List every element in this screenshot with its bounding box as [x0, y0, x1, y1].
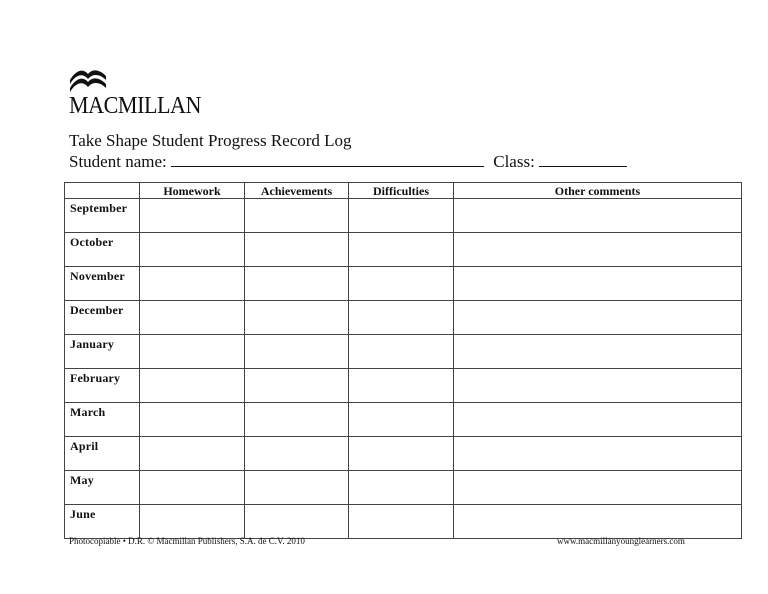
- homework-cell[interactable]: [140, 335, 245, 369]
- table-row: [65, 199, 742, 233]
- homework-cell[interactable]: [140, 471, 245, 505]
- copyright-footer: Photocopiable • D.R. © Macmillan Publishers, S.A. de C.V. 2010: [69, 536, 305, 546]
- homework-cell[interactable]: [140, 267, 245, 301]
- table-row: [65, 233, 742, 267]
- other-comments-cell[interactable]: [454, 335, 742, 369]
- difficulties-cell[interactable]: [349, 403, 454, 437]
- table-row: [65, 335, 742, 369]
- table-row: [65, 437, 742, 471]
- table-row: [65, 369, 742, 403]
- difficulties-column-header: Difficulties: [349, 183, 454, 199]
- homework-cell[interactable]: [140, 301, 245, 335]
- student-info-line: [69, 151, 627, 172]
- other-comments-cell[interactable]: [454, 233, 742, 267]
- difficulties-cell[interactable]: [349, 437, 454, 471]
- month-label: March: [65, 403, 140, 437]
- month-label: December: [65, 301, 140, 335]
- other-comments-cell[interactable]: [454, 437, 742, 471]
- difficulties-cell[interactable]: [349, 369, 454, 403]
- homework-column-header: Homework: [140, 183, 245, 199]
- other-comments-cell[interactable]: [454, 369, 742, 403]
- book-wave-logo-icon: [69, 66, 107, 96]
- difficulties-cell[interactable]: [349, 199, 454, 233]
- month-label: November: [65, 267, 140, 301]
- other-comments-cell[interactable]: [454, 267, 742, 301]
- achievements-cell[interactable]: [245, 437, 349, 471]
- homework-cell[interactable]: [140, 505, 245, 539]
- achievements-cell[interactable]: [245, 335, 349, 369]
- table-row: [65, 471, 742, 505]
- table-row: [65, 505, 742, 539]
- difficulties-cell[interactable]: [349, 301, 454, 335]
- progress-record-table: [64, 182, 742, 539]
- other-comments-cell[interactable]: [454, 199, 742, 233]
- month-label: February: [65, 369, 140, 403]
- achievements-cell[interactable]: [245, 301, 349, 335]
- difficulties-cell[interactable]: [349, 267, 454, 301]
- difficulties-cell[interactable]: [349, 233, 454, 267]
- month-label: October: [65, 233, 140, 267]
- month-label: September: [65, 199, 140, 233]
- achievements-cell[interactable]: [245, 267, 349, 301]
- other-comments-column-header: Other comments: [454, 183, 742, 199]
- table-row: [65, 403, 742, 437]
- other-comments-cell[interactable]: [454, 403, 742, 437]
- month-label: June: [65, 505, 140, 539]
- month-label: January: [65, 335, 140, 369]
- other-comments-cell[interactable]: [454, 301, 742, 335]
- table-body: [65, 199, 742, 539]
- achievements-column-header: Achievements: [245, 183, 349, 199]
- page-title: Take Shape Student Progress Record Log: [69, 131, 352, 150]
- month-label: May: [65, 471, 140, 505]
- homework-cell[interactable]: [140, 403, 245, 437]
- student-name-field[interactable]: [171, 151, 484, 167]
- table-row: [65, 301, 742, 335]
- difficulties-cell[interactable]: [349, 471, 454, 505]
- table-header-row: [65, 183, 742, 199]
- difficulties-cell[interactable]: [349, 335, 454, 369]
- other-comments-cell[interactable]: [454, 471, 742, 505]
- achievements-cell[interactable]: [245, 471, 349, 505]
- month-label: April: [65, 437, 140, 471]
- month-column-header: [65, 183, 140, 199]
- homework-cell[interactable]: [140, 199, 245, 233]
- achievements-cell[interactable]: [245, 369, 349, 403]
- homework-cell[interactable]: [140, 233, 245, 267]
- table-row: [65, 267, 742, 301]
- class-field[interactable]: [539, 151, 627, 167]
- achievements-cell[interactable]: [245, 505, 349, 539]
- achievements-cell[interactable]: [245, 403, 349, 437]
- difficulties-cell[interactable]: [349, 505, 454, 539]
- other-comments-cell[interactable]: [454, 505, 742, 539]
- class-label: Class:: [493, 152, 535, 171]
- homework-cell[interactable]: [140, 437, 245, 471]
- student-name-label: Student name:: [69, 152, 167, 171]
- achievements-cell[interactable]: [245, 199, 349, 233]
- achievements-cell[interactable]: [245, 233, 349, 267]
- website-footer: www.macmillanyounglearners.com: [557, 536, 685, 546]
- homework-cell[interactable]: [140, 369, 245, 403]
- brand-name: MACMILLAN: [69, 93, 202, 119]
